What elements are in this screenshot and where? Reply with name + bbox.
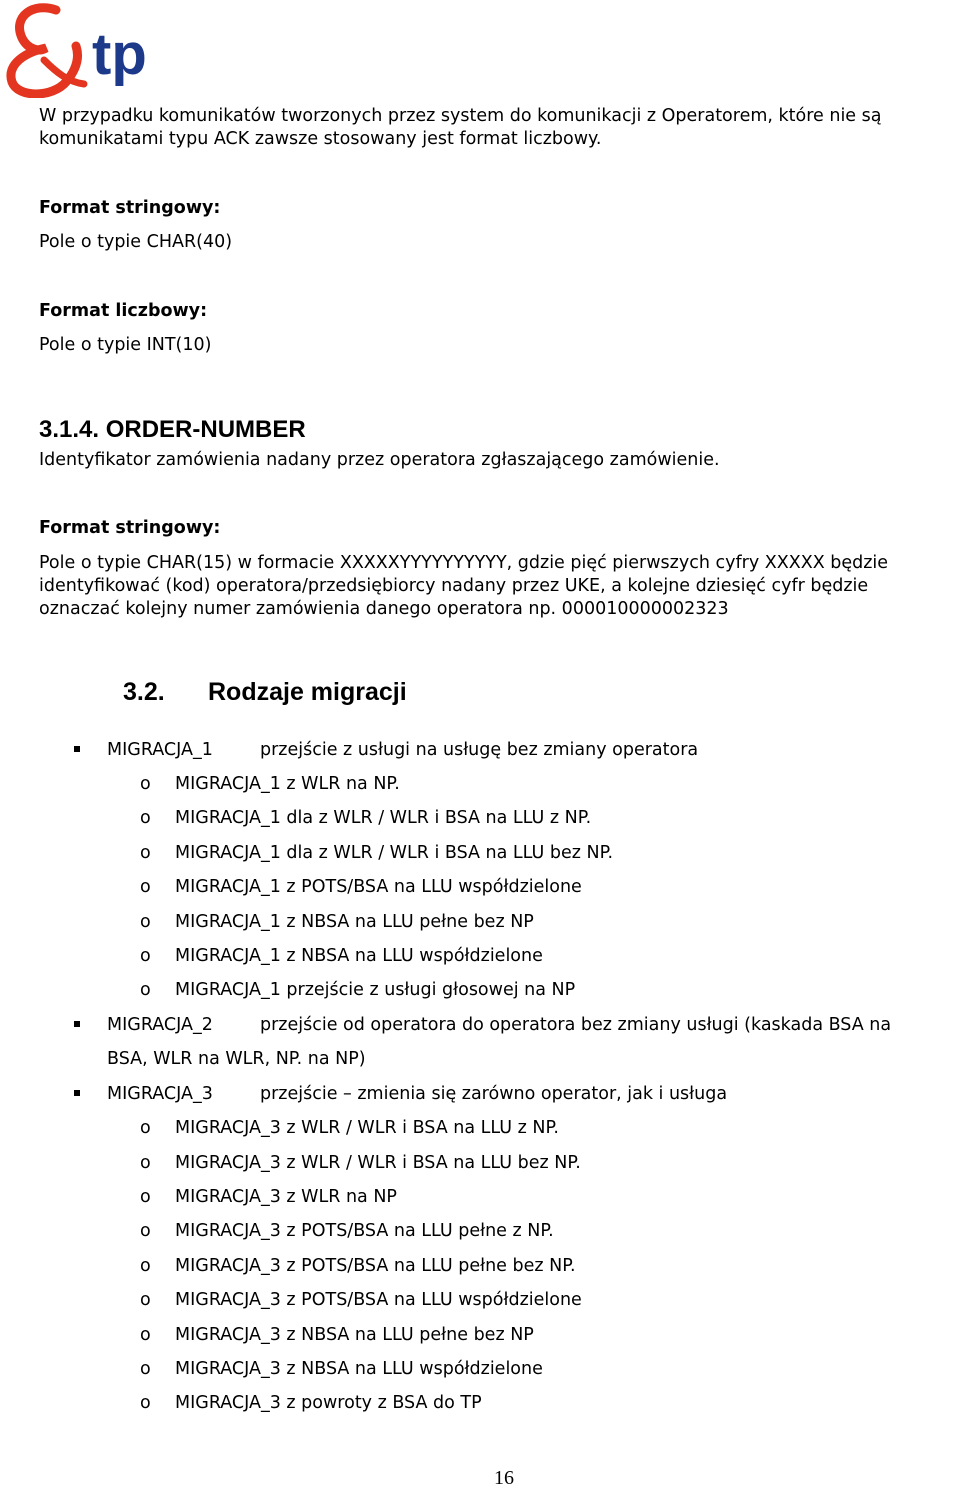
bullet-circle: o bbox=[140, 1290, 151, 1310]
list-item: MIGRACJA_3 z powroty z BSA do TP bbox=[175, 1393, 482, 1413]
migracja-2-desc-cont: BSA, WLR na WLR, NP. na NP) bbox=[107, 1049, 366, 1069]
list-item: MIGRACJA_1 dla z WLR / WLR i BSA na LLU bez NP. bbox=[175, 843, 614, 863]
migracja-1-desc: przejście z usługi na usługę bez zmiany operatora bbox=[260, 740, 699, 760]
list-item: MIGRACJA_1 z WLR na NP. bbox=[175, 774, 400, 794]
list-item: MIGRACJA_3 z WLR na NP bbox=[175, 1187, 397, 1207]
format-string-line-3: oznaczać kolejny numer zamówienia danego operatora np. 000010000002323 bbox=[39, 599, 729, 619]
bullet-circle: o bbox=[140, 1187, 151, 1207]
format-string-value: Pole o typie CHAR(40) bbox=[39, 232, 233, 252]
section-description: Identyfikator zamówienia nadany przez operatora zgłaszającego zamówienie. bbox=[39, 450, 720, 470]
section-title-32: Rodzaje migracji bbox=[208, 678, 407, 706]
list-item: MIGRACJA_1 z NBSA na LLU współdzielone bbox=[175, 946, 543, 966]
list-item: MIGRACJA_1 dla z WLR / WLR i BSA na LLU z NP. bbox=[175, 808, 592, 828]
format-string-line-2: identyfikować (kod) operatora/przedsiębiorcy nadany przez UKE, a kolejne dziesięć cyfr będzie bbox=[39, 576, 869, 596]
tp-logo bbox=[4, 2, 164, 98]
format-string-line-1: Pole o typie CHAR(15) w formacie XXXXXYYYYYYYYYY, gdzie pięć pierwszych cyfry XXXXX będzie bbox=[39, 553, 889, 573]
bullet-circle: o bbox=[140, 774, 151, 794]
section-number: 3.1.4. bbox=[39, 416, 100, 443]
migracja-1-name: MIGRACJA_1 bbox=[107, 740, 213, 760]
intro-line-2: komunikatami typu ACK zawsze stosowany jest format liczbowy. bbox=[39, 129, 602, 149]
bullet-circle: o bbox=[140, 843, 151, 863]
bullet-square bbox=[74, 1021, 80, 1027]
bullet-circle: o bbox=[140, 1325, 151, 1345]
format-numeric-value: Pole o typie INT(10) bbox=[39, 335, 212, 355]
bullet-circle: o bbox=[140, 1221, 151, 1241]
bullet-circle: o bbox=[140, 1359, 151, 1379]
section-title: ORDER-NUMBER bbox=[105, 416, 306, 443]
section-heading-314 bbox=[39, 416, 306, 444]
list-item: MIGRACJA_1 z POTS/BSA na LLU współdzielone bbox=[175, 877, 582, 897]
intro-line-1: W przypadku komunikatów tworzonych przez system do komunikacji z Operatorem, które nie są bbox=[39, 106, 882, 126]
migracja-2-name: MIGRACJA_2 bbox=[107, 1015, 213, 1035]
format-string-label-2: Format stringowy: bbox=[39, 518, 221, 538]
list-item: MIGRACJA_1 przejście z usługi głosowej na NP bbox=[175, 980, 576, 1000]
format-numeric-label: Format liczbowy: bbox=[39, 301, 208, 321]
page-number: 16 bbox=[494, 1467, 514, 1489]
bullet-square bbox=[74, 746, 80, 752]
bullet-circle: o bbox=[140, 912, 151, 932]
bullet-circle: o bbox=[140, 1118, 151, 1138]
list-item: MIGRACJA_3 z NBSA na LLU pełne bez NP bbox=[175, 1325, 534, 1345]
bullet-circle: o bbox=[140, 1153, 151, 1173]
list-item: MIGRACJA_3 z WLR / WLR i BSA na LLU z NP. bbox=[175, 1118, 559, 1138]
migracja-2-desc: przejście od operatora do operatora bez zmiany usługi (kaskada BSA na bbox=[260, 1015, 892, 1035]
migracja-3-desc: przejście – zmienia się zarówno operator, jak i usługa bbox=[260, 1084, 728, 1104]
bullet-circle: o bbox=[140, 1393, 151, 1413]
tp-logo-mark bbox=[4, 2, 164, 98]
logo-text: tp bbox=[92, 22, 147, 87]
bullet-circle: o bbox=[140, 877, 151, 897]
bullet-circle: o bbox=[140, 946, 151, 966]
list-item: MIGRACJA_3 z WLR / WLR i BSA na LLU bez NP. bbox=[175, 1153, 581, 1173]
list-item: MIGRACJA_3 z POTS/BSA na LLU współdzielone bbox=[175, 1290, 582, 1310]
list-item: MIGRACJA_3 z NBSA na LLU współdzielone bbox=[175, 1359, 543, 1379]
list-item: MIGRACJA_3 z POTS/BSA na LLU pełne bez NP. bbox=[175, 1256, 576, 1276]
section-number-32: 3.2. bbox=[123, 678, 165, 706]
list-item: MIGRACJA_1 z NBSA na LLU pełne bez NP bbox=[175, 912, 534, 932]
migracja-3-name: MIGRACJA_3 bbox=[107, 1084, 213, 1104]
list-item: MIGRACJA_3 z POTS/BSA na LLU pełne z NP. bbox=[175, 1221, 554, 1241]
bullet-circle: o bbox=[140, 808, 151, 828]
bullet-circle: o bbox=[140, 1256, 151, 1276]
bullet-square bbox=[74, 1090, 80, 1096]
format-string-label: Format stringowy: bbox=[39, 198, 221, 218]
bullet-circle: o bbox=[140, 980, 151, 1000]
